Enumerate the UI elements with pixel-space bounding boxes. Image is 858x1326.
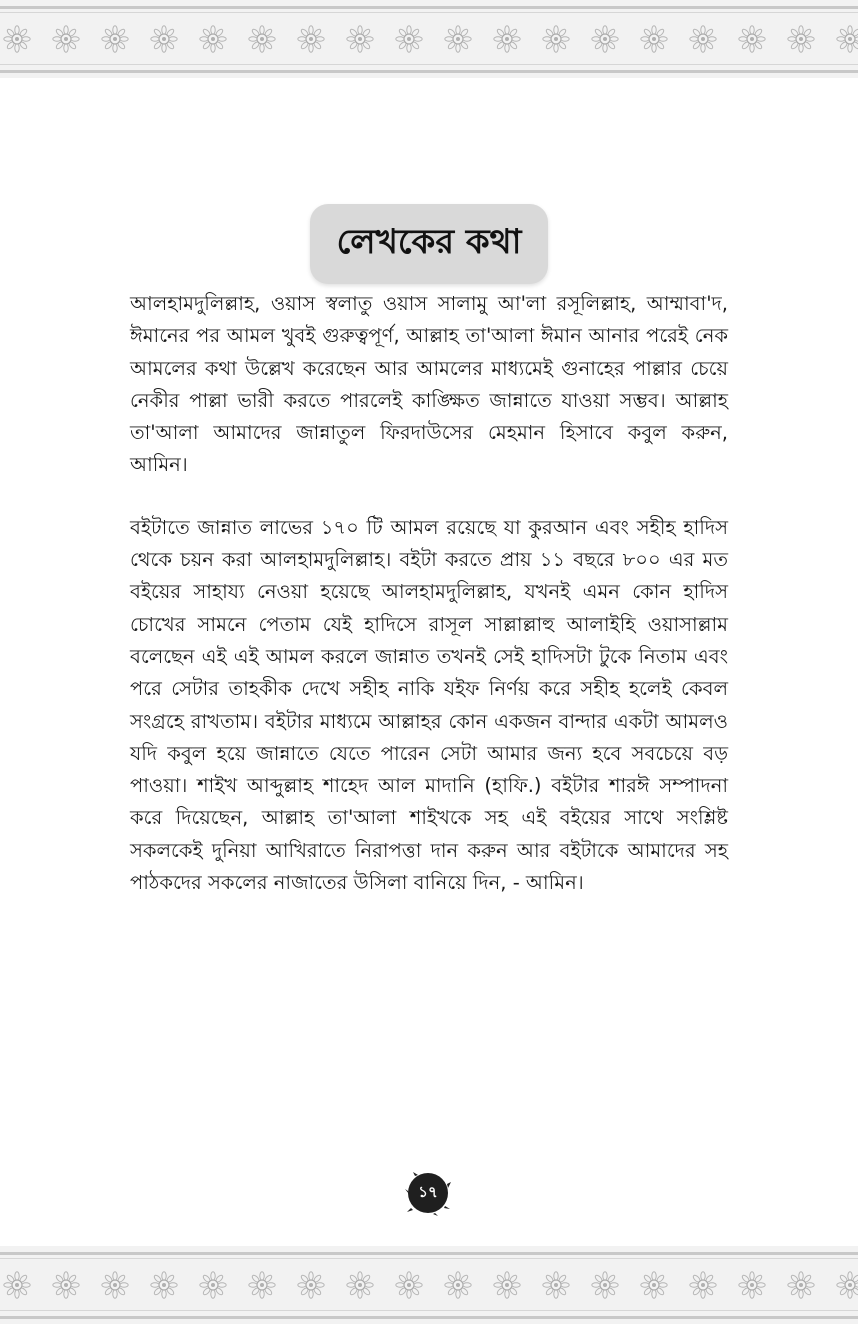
rosette-ornament-icon (347, 26, 373, 52)
rosette-ornament-icon (249, 26, 275, 52)
rosette-ornament-icon (788, 1272, 814, 1298)
rosette-ornament-icon (445, 1272, 471, 1298)
paragraph-1: আলহামদুলিল্লাহ, ওয়াস স্বলাতু ওয়াস সালামু আ'লা রসূলিল্লাহ, আম্মাবা'দ, ঈমানের পর আমল খুবই গুরুত্বপূর্ণ, আল্লাহ তা'আলা ঈমান আনার পরেই নেক আমলের কথা উল্লেখ করেছেন আর আমলের মাধ্যমেই গুনাহের পাল্লার চেয়ে নেকীর পাল্লা ভারী করতে পারলেই কাঙ্ক্ষিত জান্নাতে যাওয়া সম্ভব। আল্লাহ তা'আলা আমাদের জান্নাতুল ফিরদাউসের মেহমান হিসাবে কবুল করুন, আমিন। (130, 292, 728, 477)
rosette-ornament-icon (249, 1272, 275, 1298)
rosette-ornament-icon (396, 1272, 422, 1298)
rosette-ornament-icon (592, 1272, 618, 1298)
top-ornamental-border (0, 0, 858, 78)
rosette-ornament-icon (4, 26, 30, 52)
rosette-ornament-icon (739, 1272, 765, 1298)
rosette-ornament-icon (543, 1272, 569, 1298)
rosette-ornament-icon (494, 1272, 520, 1298)
page-number: ১৭ (418, 1182, 438, 1201)
heading-box (310, 204, 548, 284)
body-content (130, 288, 728, 899)
rosette-ornament-icon (788, 26, 814, 52)
rosette-ornament-icon (102, 26, 128, 52)
rosette-ornament-icon (641, 26, 667, 52)
rosette-ornament-icon (200, 1272, 226, 1298)
rosette-ornament-icon (53, 1272, 79, 1298)
rosette-ornament-icon (200, 26, 226, 52)
bottom-rosette-row (0, 1266, 858, 1304)
rosette-ornament-icon (347, 1272, 373, 1298)
rosette-ornament-icon (837, 26, 858, 52)
rosette-ornament-icon (690, 1272, 716, 1298)
rosette-ornament-icon (298, 26, 324, 52)
rosette-ornament-icon (690, 26, 716, 52)
rosette-ornament-icon (102, 1272, 128, 1298)
rosette-ornament-icon (543, 26, 569, 52)
page-heading: লেখকের কথা (336, 221, 522, 262)
paragraph-2: বইটাতে জান্নাত লাভের ১৭০ টি আমল রয়েছে যা কুরআন এবং সহীহ হাদিস থেকে চয়ন করা আলহামদুলিল্লাহ। বইটা করতে প্রায় ১১ বছরে ৮০০ এর মত বইয়ের সাহায্য নেওয়া হয়েছে আলহামদুলিল্লাহ, যখনই এমন কোন হাদিস চোখের সামনে পেতাম যেই হাদিসে রাসূল সাল্লাল্লাহু আলাইহি ওয়াসাল্লাম বলেছেন এই এই আমল করলে জান্নাত তখনই সেই হাদিসটা টুকে নিতাম এবং পরে সেটার তাহকীক দেখে সহীহ নাকি যইফ নির্ণয় করে সহীহ হলেই কেবল সংগ্রহে রাখতাম। বইটার মাধ্যমে আল্লাহর কোন একজন বান্দার একটা আমলও যদি কবুল হয়ে জান্নাতে যেতে পারেন সেটা আমার জন্য হবে সবচেয়ে বড় পাওয়া। শাইখ আব্দুল্লাহ শাহেদ আল মাদানি (হাফি.) বইটার শারঈ সম্পাদনা করে দিয়েছেন, আল্লাহ তা'আলা শাইখকে সহ এই বইয়ের সাথে সংশ্লিষ্ট সকলকেই দুনিয়া আখিরাতে নিরাপত্তা দান করুন আর বইটাকে আমাদের সহ পাঠকদের সকলের নাজাতের উসিলা বানিয়ে দিন, - আমিন। (130, 515, 728, 895)
rosette-ornament-icon (445, 26, 471, 52)
rosette-ornament-icon (739, 26, 765, 52)
rosette-ornament-icon (837, 1272, 858, 1298)
rosette-ornament-icon (298, 1272, 324, 1298)
rosette-ornament-icon (4, 1272, 30, 1298)
rosette-ornament-icon (396, 26, 422, 52)
rosette-ornament-icon (641, 1272, 667, 1298)
rosette-ornament-icon (53, 26, 79, 52)
rosette-ornament-icon (151, 26, 177, 52)
bottom-ornamental-border (0, 1246, 858, 1324)
page-number-badge (405, 1170, 451, 1216)
rosette-ornament-icon (592, 26, 618, 52)
top-rosette-row (0, 20, 858, 58)
rosette-ornament-icon (151, 1272, 177, 1298)
rosette-ornament-icon (494, 26, 520, 52)
